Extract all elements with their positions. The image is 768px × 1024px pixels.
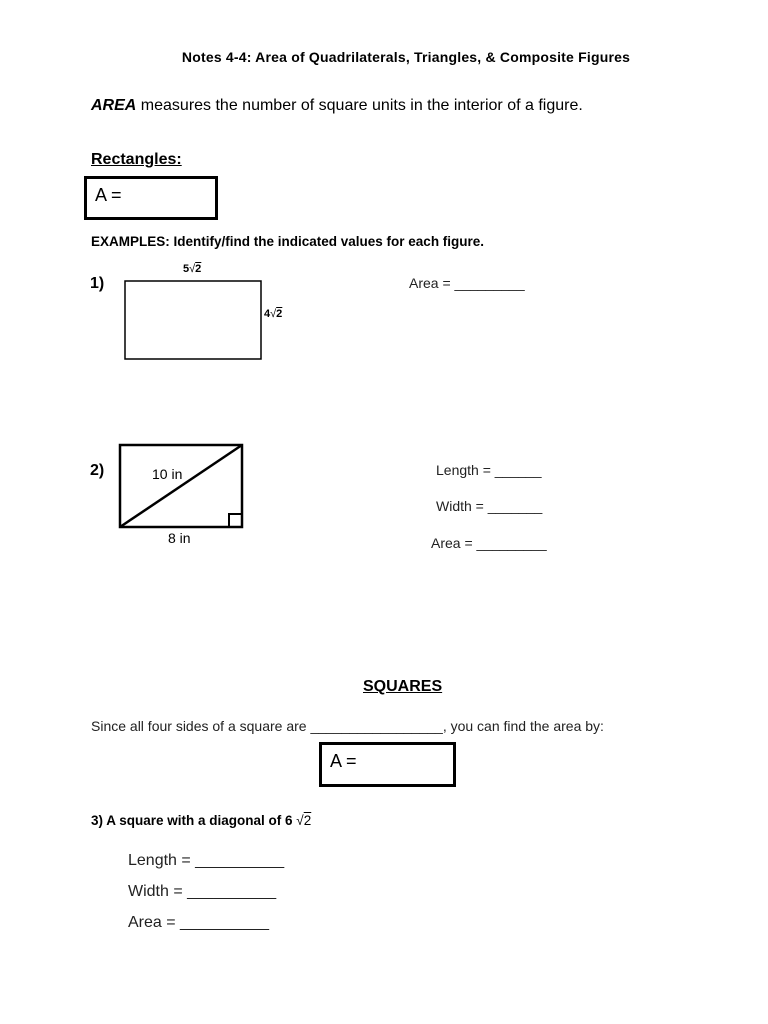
- diagonal-label: 10 in: [152, 466, 183, 482]
- squares-text: Since all four sides of a square are _________________, you can find the area by:: [91, 718, 604, 734]
- rectangle-formula: A =: [95, 185, 122, 205]
- example-1-area-answer: Area = _________: [409, 275, 525, 291]
- rectangle-formula-box: [84, 176, 218, 220]
- example-2-area-answer: Area = _________: [431, 535, 547, 551]
- bottom-label: 8 in: [168, 530, 191, 546]
- example-1-number: 1): [90, 275, 105, 292]
- rectangle-figure-2: [116, 442, 246, 532]
- example-2-length-answer: Length = ______: [436, 462, 542, 478]
- rectangle-figure-1: [122, 278, 264, 362]
- square-formula-box: [319, 742, 456, 787]
- page-title: Notes 4-4: Area of Quadrilaterals, Triangles, & Composite Figures: [181, 49, 631, 65]
- squares-heading: SQUARES: [363, 678, 443, 695]
- example-3-area-answer: Area = __________: [128, 914, 270, 931]
- example-3-width-answer: Width = __________: [128, 883, 277, 900]
- area-term: AREA: [91, 97, 137, 114]
- example-3-prompt: 3) A square with a diagonal of 6 √2: [91, 813, 312, 828]
- square-formula: A =: [330, 751, 357, 771]
- example-2-number: 2): [90, 462, 105, 479]
- example-3-length-answer: Length = __________: [128, 852, 285, 869]
- rect-side-label: 4√2: [264, 308, 283, 320]
- example-2-width-answer: Width = _______: [436, 498, 543, 514]
- examples-heading: EXAMPLES: Identify/find the indicated values for each figure.: [91, 234, 485, 249]
- area-definition: [91, 97, 583, 115]
- area-definition-text: measures the number of square units in the interior of a figure.: [136, 97, 583, 114]
- rectangles-heading: Rectangles:: [91, 151, 182, 168]
- rect-top-label: 5√2: [183, 263, 202, 275]
